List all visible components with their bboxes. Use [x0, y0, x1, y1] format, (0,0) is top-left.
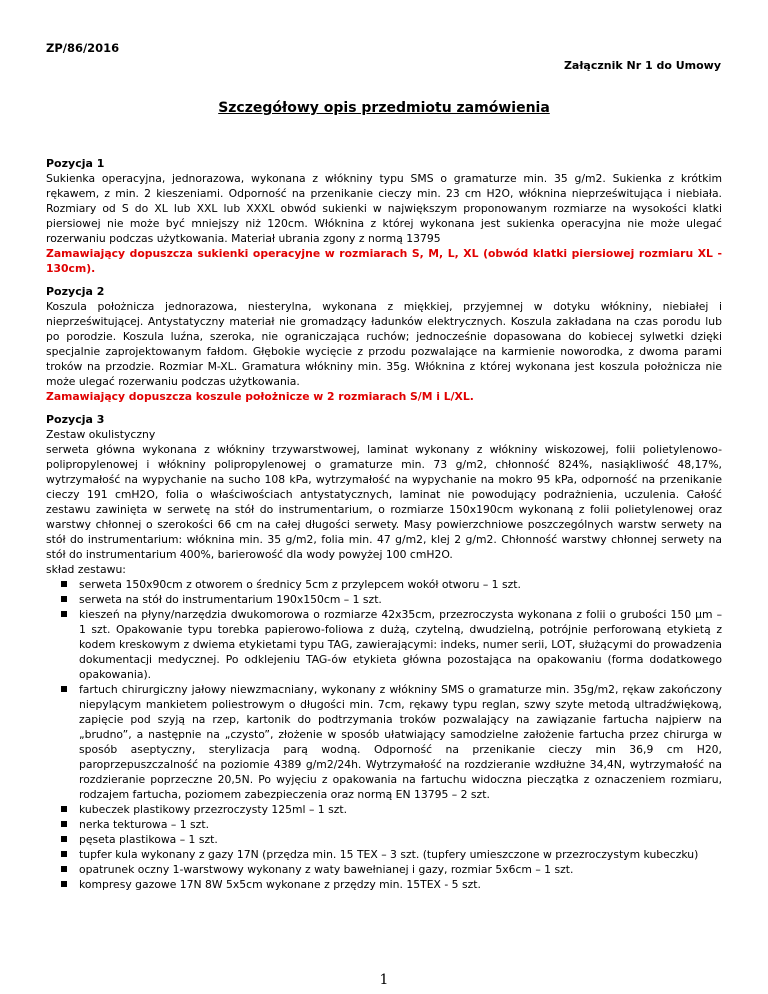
list-item-text: serweta 150x90cm z otworem o średnicy 5cm z przylepcem wokół otworu – 1 szt. [79, 578, 521, 591]
annex-label: Załącznik Nr 1 do Umowy [563, 59, 721, 72]
square-bullet-icon [61, 866, 67, 872]
list-item [46, 877, 722, 892]
square-bullet-icon [61, 596, 67, 602]
position-3-product-name: Zestaw okulistyczny [46, 428, 156, 441]
position-2-note: Zamawiający dopuszcza koszule położnicze w 2 rozmiarach S/M i L/XL. [46, 390, 474, 403]
kit-contents-label: skład zestawu: [46, 563, 126, 576]
position-2-description: Koszula położnicza jednorazowa, niesterylna, wykonana z miękkiej, przyjemnej w dotyku włókniny, niebiałej i nieprześwitującej. Antystatyczny materiał nie gromadzący ładunków elektrycznych. Koszula zakładana na czas porodu lub po porodzie. Koszula luźna, szeroka, nie ograniczająca ruchów; jednocześnie dopasowana do kobiecej sylwetki dzięki specjalnie zaprojektowanym fałdom. Głębokie wycięcie z przodu pozwalające na karmienie noworodka, z dwoma parami troków na przodzie. Rozmiar M-XL. Gramatura włókniny min. 35g. Włóknina z której wykonana jest koszula położnicza nie może ulegać rozerwaniu podczas użytkowania. [46, 300, 722, 388]
square-bullet-icon [61, 611, 67, 617]
list-item [46, 682, 722, 802]
square-bullet-icon [61, 806, 67, 812]
position-2-heading: Pozycja 2 [46, 285, 105, 298]
position-3-section [46, 412, 722, 892]
list-item [46, 577, 722, 592]
list-item [46, 592, 722, 607]
list-item [46, 862, 722, 877]
list-item [46, 802, 722, 817]
list-item [46, 607, 722, 682]
square-bullet-icon [61, 581, 67, 587]
position-2-section [46, 284, 722, 404]
list-item [46, 817, 722, 832]
list-item-text: nerka tekturowa – 1 szt. [79, 818, 210, 831]
position-3-description: serweta główna wykonana z włókniny trzywarstwowej, laminat wykonany z włókniny wiskozowej, folii polietylenowo-polipropylenowej i włókniny polipropylenowej o gramaturze min. 73 g/m2, chłonność 824%, nasiąkliwość 48,17%, wytrzymałość na wypychanie na sucho 108 kPa, wytrzymałość na wypychanie na mokro 95 kPa, odporność na przenikanie cieczy 191 cmH2O, folia o właściwościach antystatycznych, laminat nie powodujący podrażnienia, uczulenia. Całość zestawu zawinięta w serwetę na stół do instrumentarium, o rozmiarze 150x190cm wykonaną z folii polietylenowej oraz warstwy chłonnej o szerokości 66 cm na całej długości serwety. Masy powierzchniowe poszczególnych warstw serwety na stół do instrumentarium: włóknina min. 35 g/m2, folia min. 47 g/m2, klej 2 g/m2. Chłonność warstwy chłonnej serwety na stół do instrumentarium 400%, barierowość dla wody powyżej 100 cmH2O. [46, 443, 722, 561]
square-bullet-icon [61, 821, 67, 827]
list-item-text: serweta na stół do instrumentarium 190x150cm – 1 szt. [79, 593, 382, 606]
list-item-text: fartuch chirurgiczny jałowy niewzmacniany, wykonany z włókniny SMS o gramaturze min. 35g/m2, rękaw zakończony niepylącym mankietem poliestrowym o długości min. 7cm, rękawy typu reglan, szwy szyte metodą ultradźwiękową, zapięcie pod szyją na rzep, kartonik do podtrzymania troków pozwalający na zawiązanie fartucha najpierw na „brudno”, a następnie na „czysto”, złożenie w sposób ułatwiający samodzielne założenie fartucha przez chirurga w sposób aseptyczny, sterylizacja parą wodną. Odporność na przenikanie cieczy min 36,9 cm H20, paroprzepuszczalność na poziomie 4389 g/m2/24h. Wytrzymałość na rozdzieranie wzdłużne 34,4N, wytrzymałość na rozdzieranie poprzeczne 20,5N. Po wyjęciu z opakowania na fartuchu widoczna pieczątka z oznaczeniem rozmiaru, rodzajem fartucha, poziomem zabezpieczenia oraz normą EN 13795 – 2 szt. [79, 683, 722, 801]
list-item [46, 832, 722, 847]
square-bullet-icon [61, 686, 67, 692]
list-item-text: kubeczek plastikowy przezroczysty 125ml – 1 szt. [79, 803, 348, 816]
list-item-text: pęseta plastikowa – 1 szt. [79, 833, 218, 846]
position-3-heading: Pozycja 3 [46, 413, 105, 426]
list-item-text: opatrunek oczny 1-warstwowy wykonany z waty bawełnianej i gazy, rozmiar 5x6cm – 1 szt. [79, 863, 574, 876]
position-1-note: Zamawiający dopuszcza sukienki operacyjne w rozmiarach S, M, L, XL (obwód klatki piersiowej rozmiaru XL - 130cm). [46, 247, 722, 275]
document-reference-number: ZP/86/2016 [46, 41, 120, 55]
document-title: Szczegółowy opis przedmiotu zamówienia [218, 100, 550, 116]
square-bullet-icon [61, 836, 67, 842]
square-bullet-icon [61, 851, 67, 857]
position-1-heading: Pozycja 1 [46, 157, 105, 170]
list-item-text: kompresy gazowe 17N 8W 5x5cm wykonane z przędzy min. 15TEX - 5 szt. [79, 878, 481, 891]
document-body [46, 156, 722, 900]
kit-contents-list [46, 577, 722, 892]
position-1-description: Sukienka operacyjna, jednorazowa, wykonana z włókniny typu SMS o gramaturze min. 35 g/m2. Sukienka z krótkim rękawem, z min. 2 kieszeniami. Odporność na przenikanie cieczy min. 23 cm H2O, włóknina nieprześwitująca i niebiała. Rozmiary od S do XL lub XXL lub XXXL obwód sukienki w największym proponowanym rozmiarze na wysokości klatki piersiowej nie może być mniejszy niż 120cm. Włóknina z której wykonana jest sukienka operacyjna nie może ulegać rozerwaniu podczas użytkowania. Materiał ubrania zgony z normą 13795 [46, 172, 722, 245]
square-bullet-icon [61, 881, 67, 887]
list-item [46, 847, 722, 862]
position-1-section [46, 156, 722, 276]
page-number: 1 [379, 972, 389, 988]
list-item-text: kieszeń na płyny/narzędzia dwukomorowa o rozmiarze 42x35cm, przezroczysta wykonana z folii o grubości 150 µm – 1 szt. Opakowanie typu torebka papierowo-foliowa z dużą, czytelną, dwudzielną, potrójnie perforowaną etykietą z kodem kreskowym z dwiema etykietami typu TAG, zawierającymi: indeks, numer serii, LOT, służącymi do prowadzenia dokumentacji medycznej. Po odklejeniu TAG-ów etykieta główna pozostająca na opakowaniu (forma dodatkowego opakowania). [79, 608, 722, 681]
list-item-text: tupfer kula wykonany z gazy 17N (przędza min. 15 TEX – 3 szt. (tupfery umieszczone w przezroczystym kubeczku) [79, 848, 699, 861]
